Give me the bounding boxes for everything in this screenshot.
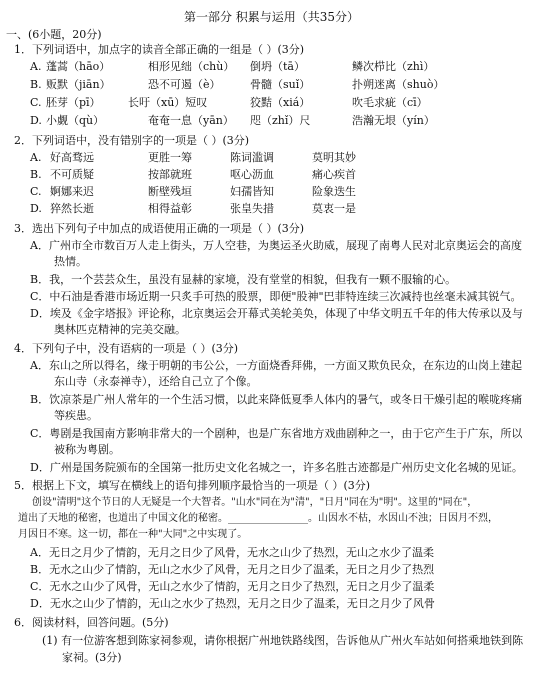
question-3-option-b: B．我，一个芸芸众生，虽没有显赫的家境，没有堂堂的相貌，但我有一颗不服输的心。 [30, 273, 457, 286]
question-3-option-d: D．埃及《金字塔报》评论称，北京奥运会开幕式美轮美奂，体现了中华文明五千年的伟大传承以及与 [30, 307, 523, 320]
question-5-option-c: C．无水之山少了风骨，无山之水少了情韵，无月之日少了热烈，无日之月少了温柔 [30, 580, 435, 593]
question-4-option-c-cont: 被称为粤剧。 [54, 443, 120, 456]
question-4-option-c: C．粤剧是我国南方影响非常大的一个剧种，也是广东省地方戏曲剧种之一，由于它产生于广东，所以 [30, 427, 523, 440]
question-6-stem: 6．阅读材料，回答问题。(5分) [14, 616, 169, 629]
question-4-option-d: D．广州是国务院颁布的全国第一批历史文化名城之一，许多名胜古迹都是广州历史文化名城的见证。 [30, 461, 523, 474]
section-heading: 一、(6小题，20分) [6, 28, 102, 41]
question-4-option-b: B．饮凉茶是广州人常年的一个生活习惯，以此来降低夏季人体内的暑气，或冬日干燥引起的喉咙疼痛 [30, 393, 523, 406]
question-5-option-a: A．无日之月少了情韵，无月之日少了风骨，无水之山少了热烈，无山之水少了温柔 [30, 546, 434, 559]
question-2-stem: 2．下列词语中，没有错别字的一项是（ ）(3分) [14, 134, 250, 147]
question-5-passage-line-2: 道出了天地的秘密，也道出了中国文化的秘密。________________。山因水不枯，水因山不浊；日因月不烈， [18, 513, 498, 524]
question-5-passage-line-1: 创设"清明"这个节日的人无疑是一个大智者。"山水"同在为"清"，"日月"同在为"明"。这里的"同在"， [32, 497, 478, 508]
question-5-stem: 5．根据上下文，填写在横线上的语句排列顺序最恰当的一项是（ ）(3分) [14, 479, 371, 492]
question-6-sub-1-cont: 家祠。(3分) [62, 651, 122, 664]
question-5-option-b: B．无水之山少了情韵，无山之水少了风骨，无月之日少了温柔，无日之月少了热烈 [30, 563, 435, 576]
question-5-passage-line-3: 月因日不寒。这一切，都在一种"大同"之中实现了。 [18, 529, 248, 540]
page-title: 第一部分 积累与运用（共35分） [183, 10, 360, 24]
question-3-option-c: C．中石油是香港市场近期一只炙手可热的股票，即便"股神"巴菲特连续三次减持也丝毫未减其锐气。 [30, 290, 522, 303]
exam-page: 第一部分 积累与运用（共35分） 一、(6小题，20分) 1．下列词语中，加点字的读音全部正确的一组是（ ）(3分) A. 蓬蒿（hāo） 相形见绌（chù） 倒坍（tā） 鳞次栉比（zhì） B. 贩默（jiān） 恐不可遏（è） 骨髓（suǐ） 扑朔迷离（shuò） C. 胚芽（pī） 长吁（xū）短叹 狡黠（xiá） 吹毛求疵（cī） D. 小觑（qù） 奄奄一息（yān） 咫（zhǐ）尺 浩瀚无垠（yín） 2．下列词语中，没有错别字的一项是（ ）(3分) A. 好高骛远 更胜一筹 陈词滥调 莫明其妙 B. 不可质疑 按部就班 呕心沥血 痛心疾首 C. 婀娜来迟 断壁残垣 妇孺皆知 险象迭生 D. 猝然长逝 相得益彰 张皇失措 莫衷一是 3．选出下列句子中加点的成语使用正确的一项是（ ）(3分) A．广州市全市数百万人走上街头，万人空巷，为奥运圣火助威，展现了南粤人民对北京奥运会的高度 热情。 B．我，一个芸芸众生，虽没有显赫的家境，没有堂堂的相貌，但我有一颗不服输的心。 C．中石油是香港市场近期一只炙手可热的股票，即便"股神"巴菲特连续三次减持也丝毫未减其锐气。 D．埃及《金字塔报》评论称，北京奥运会开幕式美轮美奂，体现了中华文明五千年的伟大传承以及与 奥林匹克精神的完美交融。 4．下列句子中，没有语病的一项是（ ）(3分) A．东山之所以得名，缘于明朝的韦公公，一方面烧香拜佛，一方面又欺负民众，在东边的山岗上建起 东山寺（永泰禅寺），还给自己立了个像。 B．饮凉茶是广州人常年的一个生活习惯，以此来降低夏季人体内的暑气，或冬日干燥引起的喉咙疼痛 等疾患。 C．粤剧是我国南方影响非常大的一个剧种，也是广东省地方戏曲剧种之一，由于它产生于广东，所以 被称为粤剧。 D．广州是国务院颁布的全国第一批历史文化名城之一，许多名胜古迹都是广州历史文化名城的见证。 5．根据上下文，填写在横线上的语句排列顺序最恰当的一项是（ ）(3分) 创设"清明"这个节日的人无疑是一个大智者。"山水"同在为"清"，"日月"同在为"明"。这里的"同在"， 道出了天地的秘密，也道出了中国文化的秘密。________________。山因水不枯，水因山不浊；日因月不烈， 月因日不寒。这一切，都在一种"大同"之中实现了。 A．无日之月少了情韵，无月之日少了风骨，无水之山少了热烈，无山之水少了温柔 B．无水之山少了情韵，无山之水少了风骨，无月之日少了温柔，无日之月少了热烈 C．无水之山少了风骨，无山之水少了情韵，无月之日少了热烈，无日之月少了温柔 D．无水之山少了情韵，无山之水少了热烈，无月之日少了温柔，无日之月少了风骨 6．阅读材料，回答问题。(5分) (1) 有一位游客想到陈家祠参观，请你根据广州地铁路线图，告诉他从广州火车站如何搭乘地铁到陈 家祠。(3分) [0, 0, 543, 680]
question-5-option-d: D．无水之山少了情韵，无山之水少了热烈，无月之日少了温柔，无日之月少了风骨 [30, 597, 435, 610]
question-3-option-a-cont: 热情。 [54, 255, 87, 268]
question-4-option-a-cont: 东山寺（永泰禅寺），还给自己立了个像。 [54, 375, 258, 388]
question-6-sub-1: (1) 有一位游客想到陈家祠参观，请你根据广州地铁路线图，告诉他从广州火车站如何搭乘地铁到陈 [42, 634, 524, 647]
question-4-option-a: A．东山之所以得名，缘于明朝的韦公公，一方面烧香拜佛，一方面又欺负民众，在东边的山岗上建起 [30, 359, 522, 372]
question-1-stem: 1．下列词语中，加点字的读音全部正确的一组是（ ）(3分) [14, 43, 305, 56]
question-4-option-b-cont: 等疾患。 [54, 409, 98, 422]
question-3-option-d-cont: 奥林匹克精神的完美交融。 [54, 323, 186, 336]
question-3-stem: 3．选出下列句子中加点的成语使用正确的一项是（ ）(3分) [14, 222, 305, 235]
question-4-stem: 4．下列句子中，没有语病的一项是（ ）(3分) [14, 342, 239, 355]
question-3-option-a: A．广州市全市数百万人走上街头，万人空巷，为奥运圣火助威，展现了南粤人民对北京奥运会的高度 [30, 239, 522, 252]
